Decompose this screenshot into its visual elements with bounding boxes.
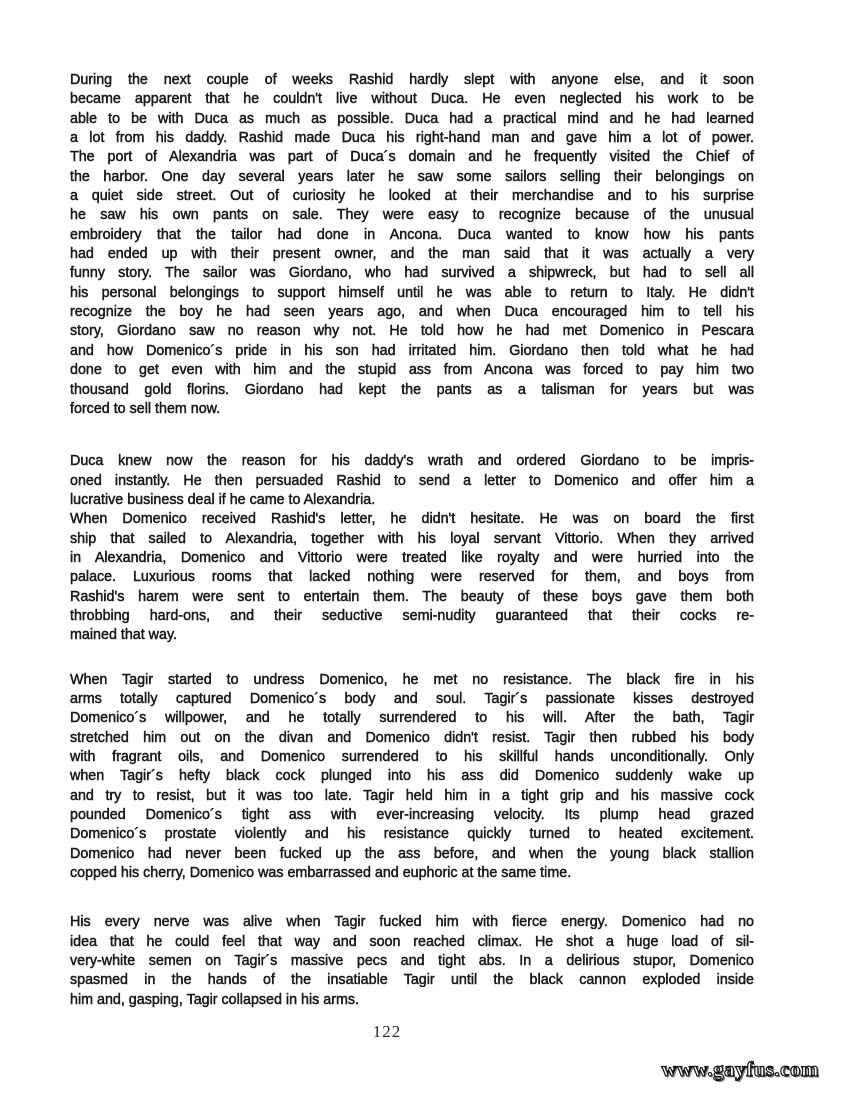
- paragraph: [70, 913, 754, 1010]
- text-line: a lot from his daddy. Rashid made Duca his right-hand man and gave him a lot of power.: [70, 130, 754, 147]
- text-line: The port of Alexandria was part of Duca´s domain and he frequently visited the Chief of: [70, 149, 754, 166]
- text-line: able to be with Duca as much as possible. Duca had a practical mind and he had learned: [70, 110, 754, 127]
- text-line: Domenico had never been fucked up the ass before, and when the young black stallion: [70, 845, 754, 862]
- text-line: Domenico´s willpower, and he totally surrendered to his will. After the bath, Tagir: [70, 710, 754, 727]
- text-line: embroidery that the tailor had done in Ancona. Duca wanted to know how his pants: [70, 226, 754, 243]
- text-line: with fragrant oils, and Domenico surrendered to his skillful hands unconditionally. Only: [70, 749, 754, 765]
- paragraph: [70, 671, 754, 884]
- text-line: When Tagir started to undress Domenico, he met no resistance. The black fire in his: [70, 671, 754, 688]
- text-line: When Domenico received Rashid's letter, he didn't hesitate. He was on board the first: [70, 511, 754, 528]
- text-line: ship that sailed to Alexandria, together with his loyal servant Vittorio. When they arrived: [70, 530, 754, 547]
- text-line: stretched him out on the divan and Domenico didn't resist. Tagir then rubbed his body: [70, 729, 754, 746]
- text-line: his personal belongings to support himself until he was able to return to Italy. He didn't: [70, 284, 754, 301]
- watermark-url: www.gayfus.com: [661, 1057, 819, 1081]
- text-line: throbbing hard-ons, and their seductive semi-nudity guaranteed that their cocks re-: [70, 607, 754, 624]
- paragraph: [70, 510, 754, 645]
- text-line: oned instantly. He then persuaded Rashid to send a letter to Domenico and offer him a: [70, 472, 754, 489]
- text-line: funny story. The sailor was Giordano, who had survived a shipwreck, but had to sell all: [70, 265, 754, 282]
- paragraph: [70, 71, 754, 419]
- text-line: pounded Domenico´s tight ass with ever-increasing velocity. Its plump head grazed: [70, 807, 754, 824]
- text-line: spasmed in the hands of the insatiable Tagir until the black cannon exploded inside: [70, 972, 754, 989]
- text-line: a quiet side street. Out of curiosity he looked at their merchandise and to his surprise: [70, 188, 754, 205]
- text-line: became apparent that he couldn't live without Duca. He even neglected his work to be: [70, 91, 754, 108]
- text-line: thousand gold florins. Giordano had kept the pants as a talisman for years but was: [70, 381, 754, 398]
- text-line: story, Giordano saw no reason why not. He told how he had met Domenico in Pescara: [70, 323, 754, 340]
- text-line: and try to resist, but it was too late. Tagir held him in a tight grip and his massive cock: [70, 787, 754, 804]
- text-line: recognize the boy he had seen years ago, and when Duca encouraged him to tell his: [70, 304, 754, 321]
- text-line: when Tagir´s hefty black cock plunged into his ass did Domenico suddenly wake up: [70, 768, 754, 785]
- text-line: in Alexandria, Domenico and Vittorio were treated like royalty and were hurried into the: [70, 549, 754, 566]
- text-line: His every nerve was alive when Tagir fucked him with fierce energy. Domenico had no: [70, 914, 754, 931]
- text-line: Duca knew now the reason for his daddy's wrath and ordered Giordano to be impris-: [70, 453, 754, 470]
- text-line: Rashid's harem were sent to entertain them. The beauty of these boys gave them both: [70, 588, 754, 605]
- text-line: During the next couple of weeks Rashid hardly slept with anyone else, and it soon: [70, 72, 754, 88]
- text-line: and how Domenico´s pride in his son had irritated him. Giordano then told what he had: [70, 342, 754, 359]
- text-line: very-white semen on Tagir´s massive pecs and tight abs. In a delirious stupor, Domenico: [70, 953, 754, 970]
- text-line: idea that he could feel that way and soon reached climax. He shot a huge load of sil-: [70, 933, 754, 950]
- text-line: lucrative business deal if he came to Alexandria.: [70, 491, 376, 508]
- text-block: [70, 71, 754, 1010]
- text-line: palace. Luxurious rooms that lacked nothing were reserved for them, and boys from: [70, 569, 754, 586]
- text-line: the harbor. One day several years later he saw some sailors selling their belongings on: [70, 168, 754, 185]
- text-line: copped his cherry, Domenico was embarrassed and euphoric at the same time.: [70, 865, 572, 882]
- paragraph: [70, 452, 754, 510]
- text-line: forced to sell them now.: [70, 400, 221, 417]
- text-line: he saw his own pants on sale. They were easy to recognize because of the unusual: [70, 207, 754, 224]
- text-line: Domenico´s prostate violently and his resistance quickly turned to heated excitement.: [70, 826, 754, 843]
- text-line: him and, gasping, Tagir collapsed in his arms.: [70, 991, 360, 1008]
- page-number: 122: [372, 1022, 402, 1041]
- text-line: mained that way.: [70, 627, 178, 644]
- text-line: done to get even with him and the stupid ass from Ancona was forced to pay him two: [70, 362, 754, 379]
- text-line: had ended up with their present owner, and the man said that it was actually a very: [70, 246, 754, 263]
- text-line: arms totally captured Domenico´s body and soul. Tagir´s passionate kisses destroyed: [70, 690, 754, 707]
